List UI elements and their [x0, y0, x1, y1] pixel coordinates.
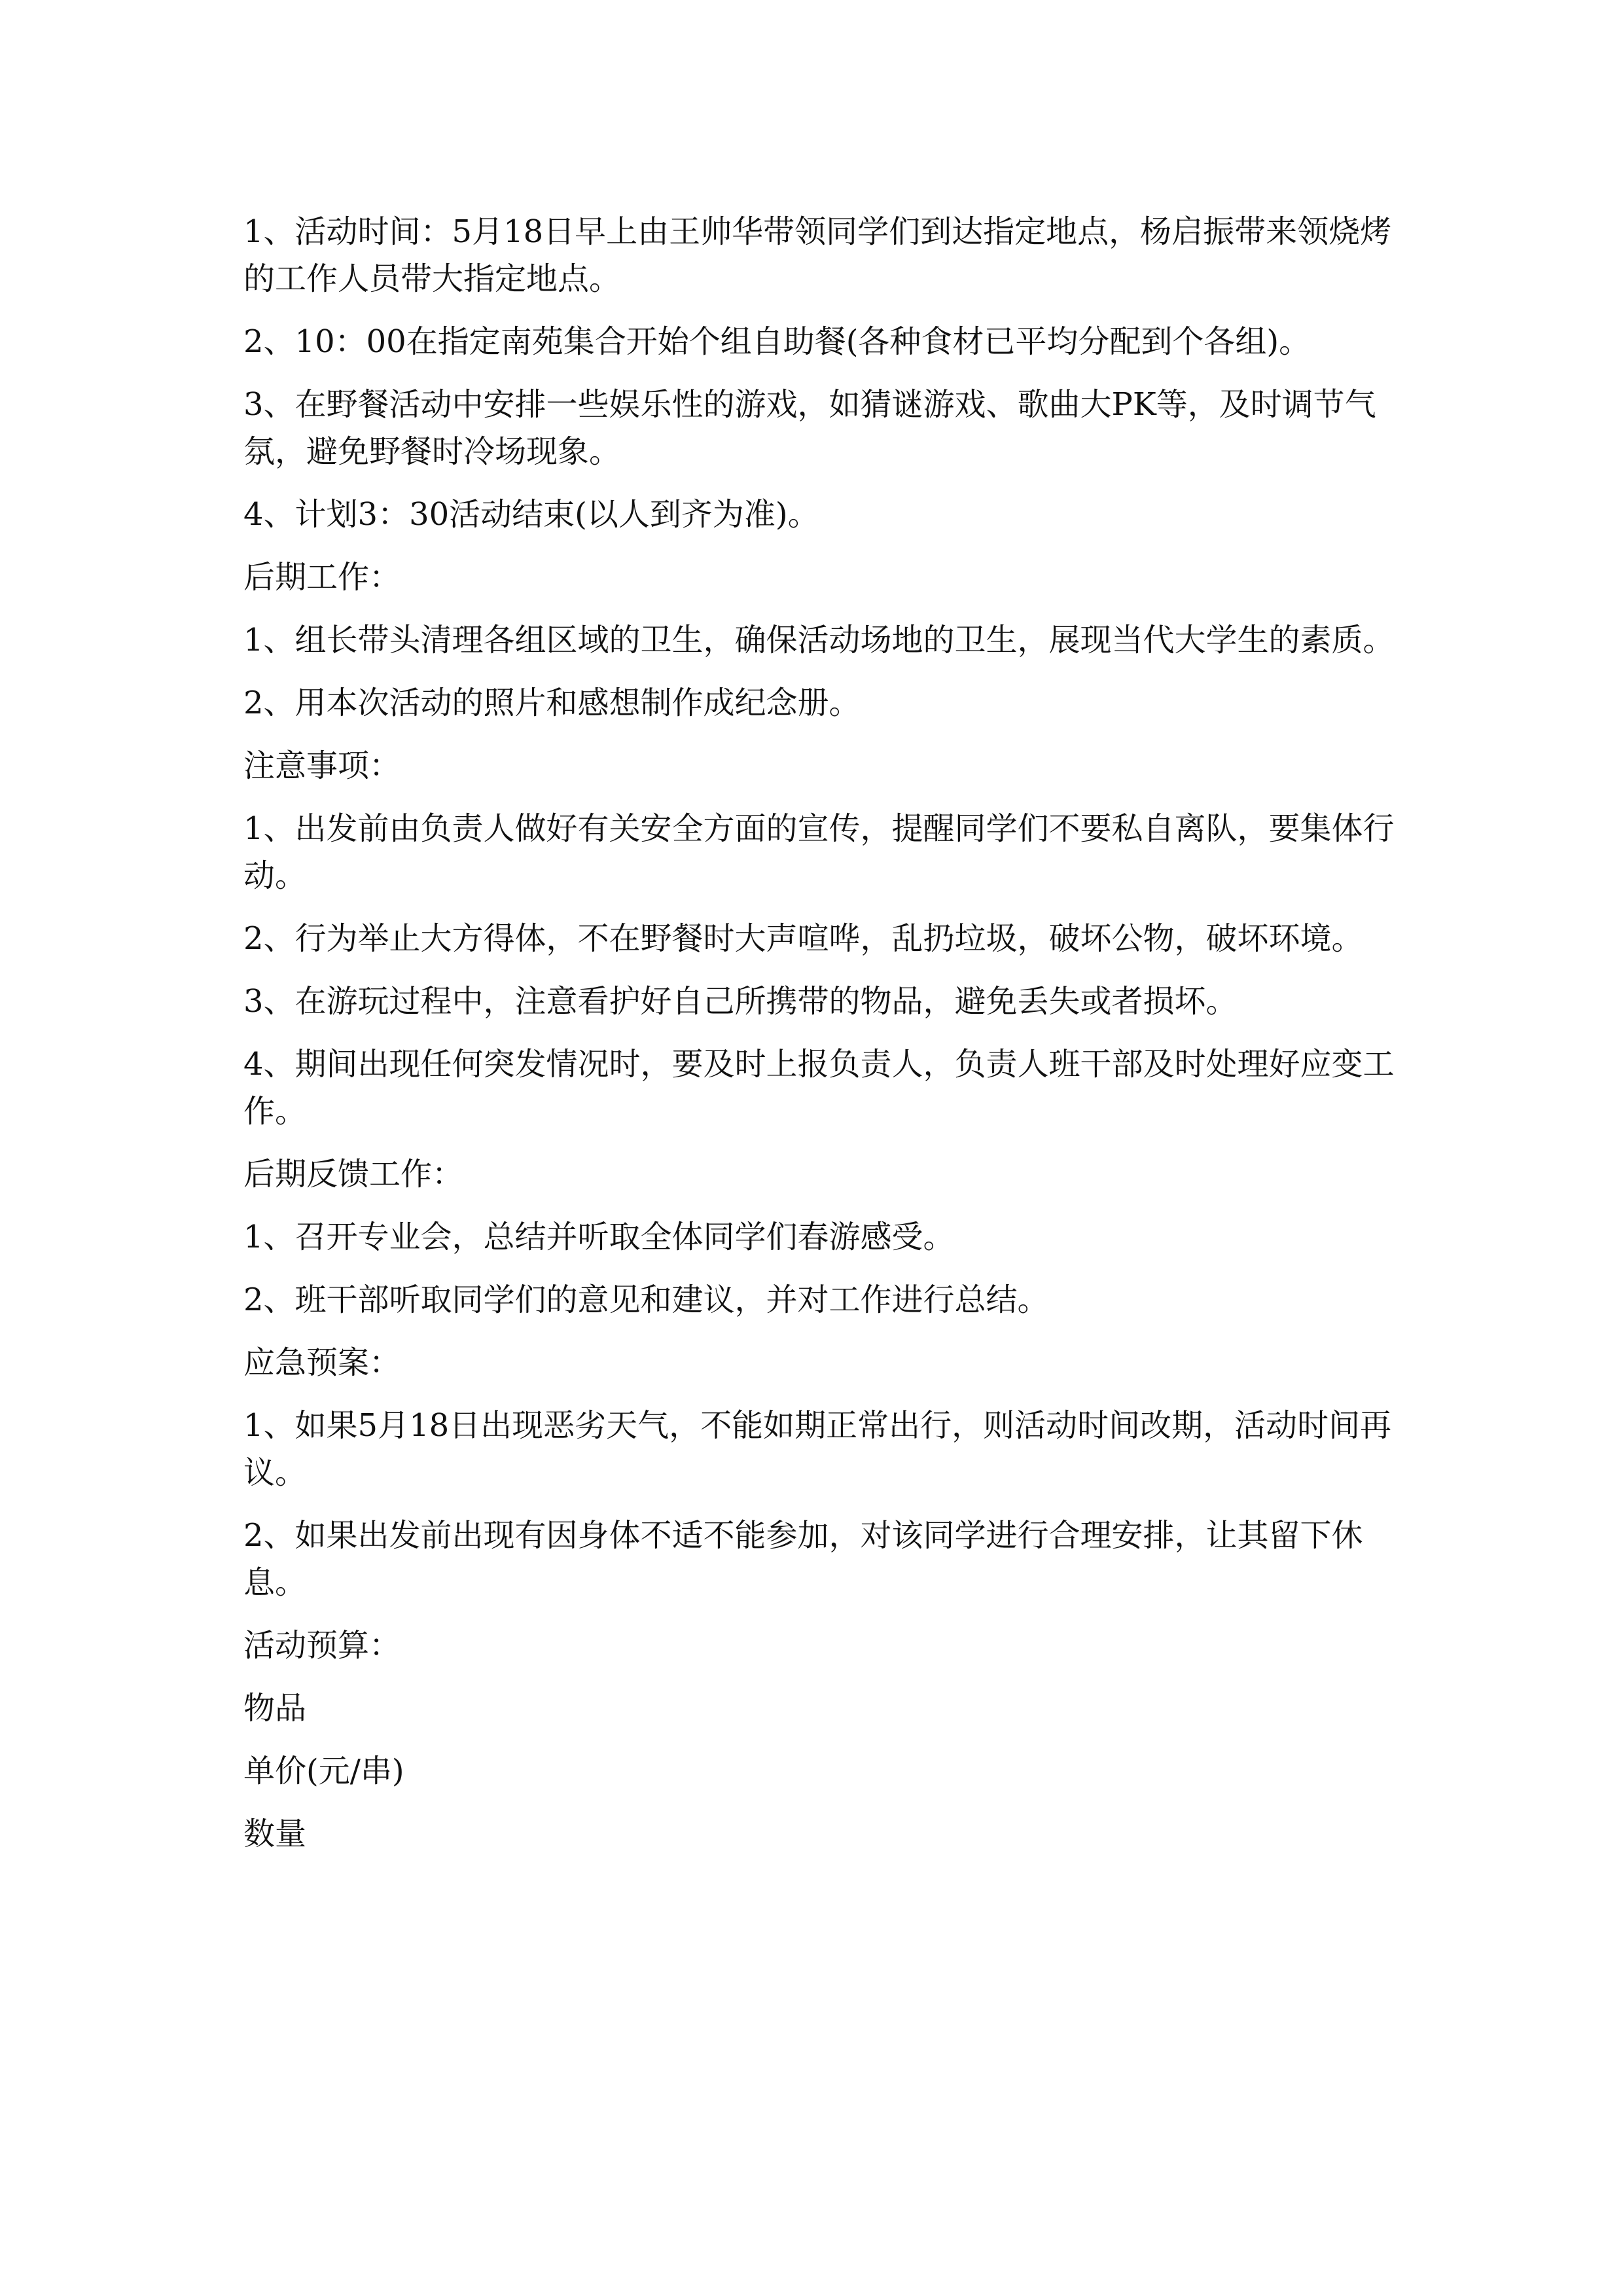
feedback-item-1: 1、召开专业会，总结并听取全体同学们春游感受。 [243, 1219, 955, 1255]
section-heading-budget: 活动预算： [243, 1627, 401, 1664]
buffet-time-item: 2、10：00在指定南苑集合开始个组自助餐(各种食材已平均分配到个各组)。 [243, 323, 1311, 360]
notes-item-1: 1、出发前由负责人做好有关安全方面的宣传，提醒同学们不要私自离队，要集体行动。 [243, 810, 1395, 894]
contingency-item-2: 2、如果出发前出现有因身体不适不能参加，对该同学进行合理安排，让其留下休息。 [243, 1517, 1363, 1601]
budget-header-quantity: 数量 [243, 1816, 307, 1852]
post-work-item-2: 2、用本次活动的照片和感想制作成纪念册。 [243, 685, 861, 721]
section-heading-contingency: 应急预案： [243, 1344, 401, 1381]
document-body [243, 208, 1395, 1857]
notes-item-4: 4、期间出现任何突发情况时，要及时上报负责人，负责人班干部及时处理好应变工作。 [243, 1046, 1395, 1130]
notes-item-2: 2、行为举止大方得体，不在野餐时大声喧哗，乱扔垃圾，破坏公物，破坏环境。 [243, 920, 1363, 957]
section-heading-feedback: 后期反馈工作： [243, 1156, 464, 1193]
games-item: 3、在野餐活动中安排一些娱乐性的游戏，如猜谜游戏、歌曲大PK等，及时调节气氛，避免野餐时冷场现象。 [243, 386, 1376, 470]
contingency-item-1: 1、如果5月18日出现恶劣天气，不能如期正常出行，则活动时间改期，活动时间再议。 [243, 1407, 1392, 1491]
budget-header-unit-price: 单价(元/串) [243, 1753, 404, 1789]
section-heading-post-work: 后期工作： [243, 559, 401, 596]
end-time-item: 4、计划3：30活动结束(以人到齐为准)。 [243, 496, 819, 533]
budget-header-item: 物品 [243, 1690, 307, 1727]
activity-time-item: 1、活动时间：5月18日早上由王帅华带领同学们到达指定地点，杨启振带来领烧烤的工作人员带大指定地点。 [243, 213, 1392, 297]
notes-item-3: 3、在游玩过程中，注意看护好自己所携带的物品，避免丢失或者损坏。 [243, 983, 1238, 1020]
post-work-item-1: 1、组长带头清理各组区域的卫生，确保活动场地的卫生，展现当代大学生的素质。 [243, 622, 1395, 658]
feedback-item-2: 2、班干部听取同学们的意见和建议，并对工作进行总结。 [243, 1282, 1049, 1318]
section-heading-notes: 注意事项： [243, 747, 401, 784]
